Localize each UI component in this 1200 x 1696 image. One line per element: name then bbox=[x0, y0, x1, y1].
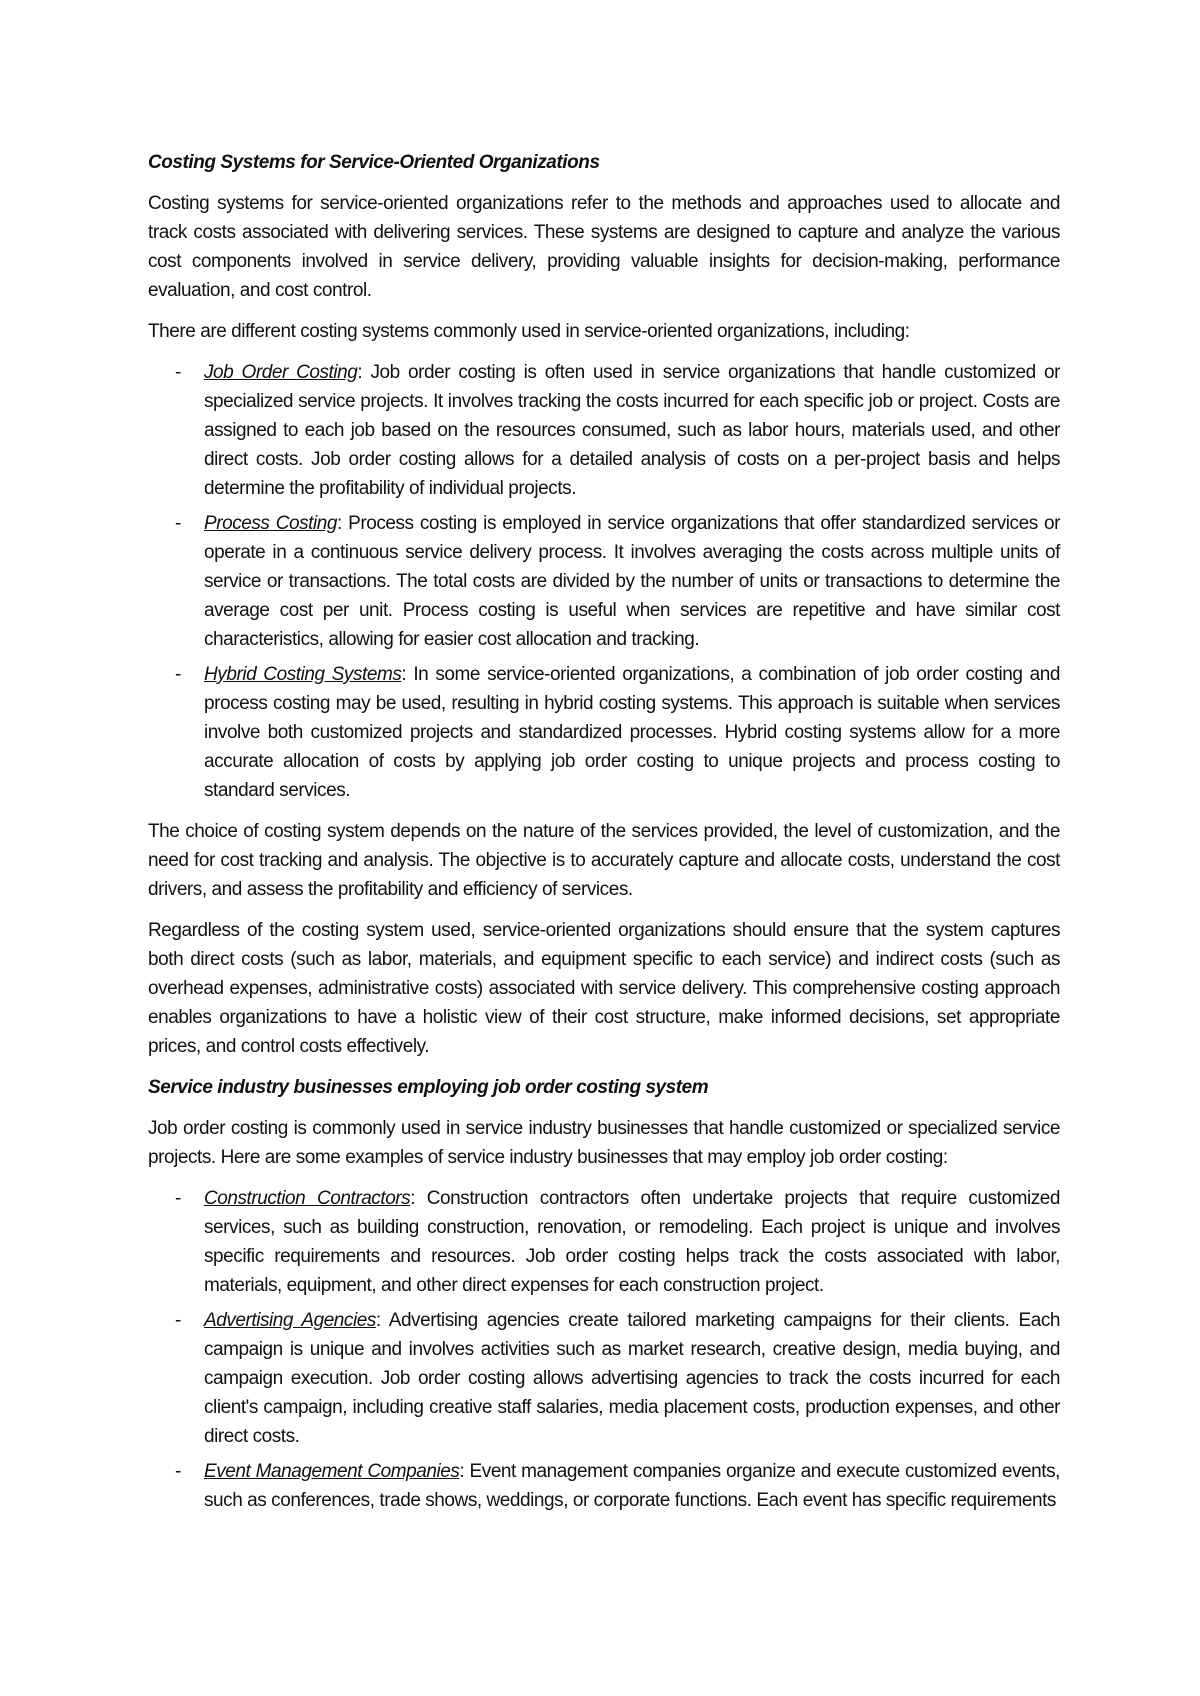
list-bullet: - bbox=[175, 1188, 181, 1209]
regardless-paragraph: Regardless of the costing system used, service-oriented organizations should ensure that the system captures both direct costs (such as labor, materials, and equipment specific to each service) and indirect costs (such as overhead expenses, administrative costs) associated with service delivery. This comprehensive costing approach enables organizations to have a holistic view of their cost structure, make informed decisions, set appropriate prices, and control costs effectively. bbox=[148, 920, 1060, 1057]
list-item-text: : Process costing is employed in service organizations that offer standardized services or operate in a continuous service delivery process. It involves averaging the costs across multiple units of service or transactions. The total costs are divided by the number of units or transactions to determine the average cost per unit. Process costing is useful when services are repetitive and have similar cost characteristics, allowing for easier cost allocation and tracking. bbox=[204, 513, 1060, 650]
list-bullet: - bbox=[175, 513, 181, 534]
list-item-term: Hybrid Costing Systems bbox=[204, 664, 402, 685]
list-item bbox=[148, 1306, 1060, 1451]
list-item-term: Job Order Costing bbox=[204, 362, 358, 383]
section-heading-costing-systems: Costing Systems for Service-Oriented Organizations bbox=[148, 152, 600, 173]
list-item-term: Event Management Companies bbox=[204, 1461, 460, 1482]
intro-paragraph: Costing systems for service-oriented organizations refer to the methods and approaches used to allocate and track costs associated with delivering services. These systems are designed to capture and analyze the various cost components involved in service delivery, providing valuable insights for decision-making, performance evaluation, and cost control. bbox=[148, 193, 1060, 301]
list-item bbox=[148, 509, 1060, 654]
list-item-text: : Advertising agencies create tailored marketing campaigns for their clients. Each campaign is unique and involves activities such as market research, creative design, media buying, and campaign execution. Job order costing allows advertising agencies to track the costs incurred for each client's campaign, including creative staff salaries, media placement costs, production expenses, and other direct costs. bbox=[204, 1310, 1060, 1447]
choice-paragraph: The choice of costing system depends on the nature of the services provided, the level of customization, and the need for cost tracking and analysis. The objective is to accurately capture and allocate costs, understand the cost drivers, and assess the profitability and efficiency of services. bbox=[148, 821, 1060, 900]
document-page bbox=[148, 148, 1060, 1527]
list-item bbox=[148, 1457, 1060, 1515]
list-item bbox=[148, 358, 1060, 503]
section-heading-service-industry: Service industry businesses employing job order costing system bbox=[148, 1077, 709, 1098]
list-item-term: Process Costing bbox=[204, 513, 338, 534]
list-item-text: : Event management companies organize and execute customized events, such as conferences, trade shows, weddings, or corporate functions. Each event has specific requirements bbox=[204, 1461, 1060, 1511]
list-item bbox=[148, 1184, 1060, 1300]
list-item-text: : Construction contractors often undertake projects that require customized services, such as building construction, renovation, or remodeling. Each project is unique and involves specific requirements and resources. Job order costing helps track the costs associated with labor, materials, equipment, and other direct expenses for each construction project. bbox=[204, 1188, 1060, 1296]
service-intro-paragraph: Job order costing is commonly used in service industry businesses that handle customized or specialized service projects. Here are some examples of service industry businesses that may employ job order costing: bbox=[148, 1118, 1060, 1168]
list-item-text: : Job order costing is often used in service organizations that handle customized or specialized service projects. It involves tracking the costs incurred for each specific job or project. Costs are assigned to each job based on the resources consumed, such as labor hours, materials used, and other direct costs. Job order costing allows for a detailed analysis of costs on a per-project basis and helps determine the profitability of individual projects. bbox=[204, 362, 1061, 499]
list-item-text: : In some service-oriented organizations, a combination of job order costing and process costing may be used, resulting in hybrid costing systems. This approach is suitable when services involve both customized projects and standardized processes. Hybrid costing systems allow for a more accurate allocation of costs by applying job order costing to unique projects and process costing to standard services. bbox=[204, 664, 1060, 801]
list-item-term: Construction Contractors bbox=[204, 1188, 411, 1209]
list-bullet: - bbox=[175, 664, 181, 685]
list-item bbox=[148, 660, 1060, 805]
costing-systems-list bbox=[148, 358, 1060, 805]
list-bullet: - bbox=[175, 1310, 181, 1331]
list-bullet: - bbox=[175, 1461, 181, 1482]
list-item-term: Advertising Agencies bbox=[204, 1310, 376, 1331]
list-lead-paragraph: There are different costing systems commonly used in service-oriented organizations, including: bbox=[148, 321, 910, 342]
service-businesses-list bbox=[148, 1184, 1060, 1515]
list-bullet: - bbox=[175, 362, 181, 383]
